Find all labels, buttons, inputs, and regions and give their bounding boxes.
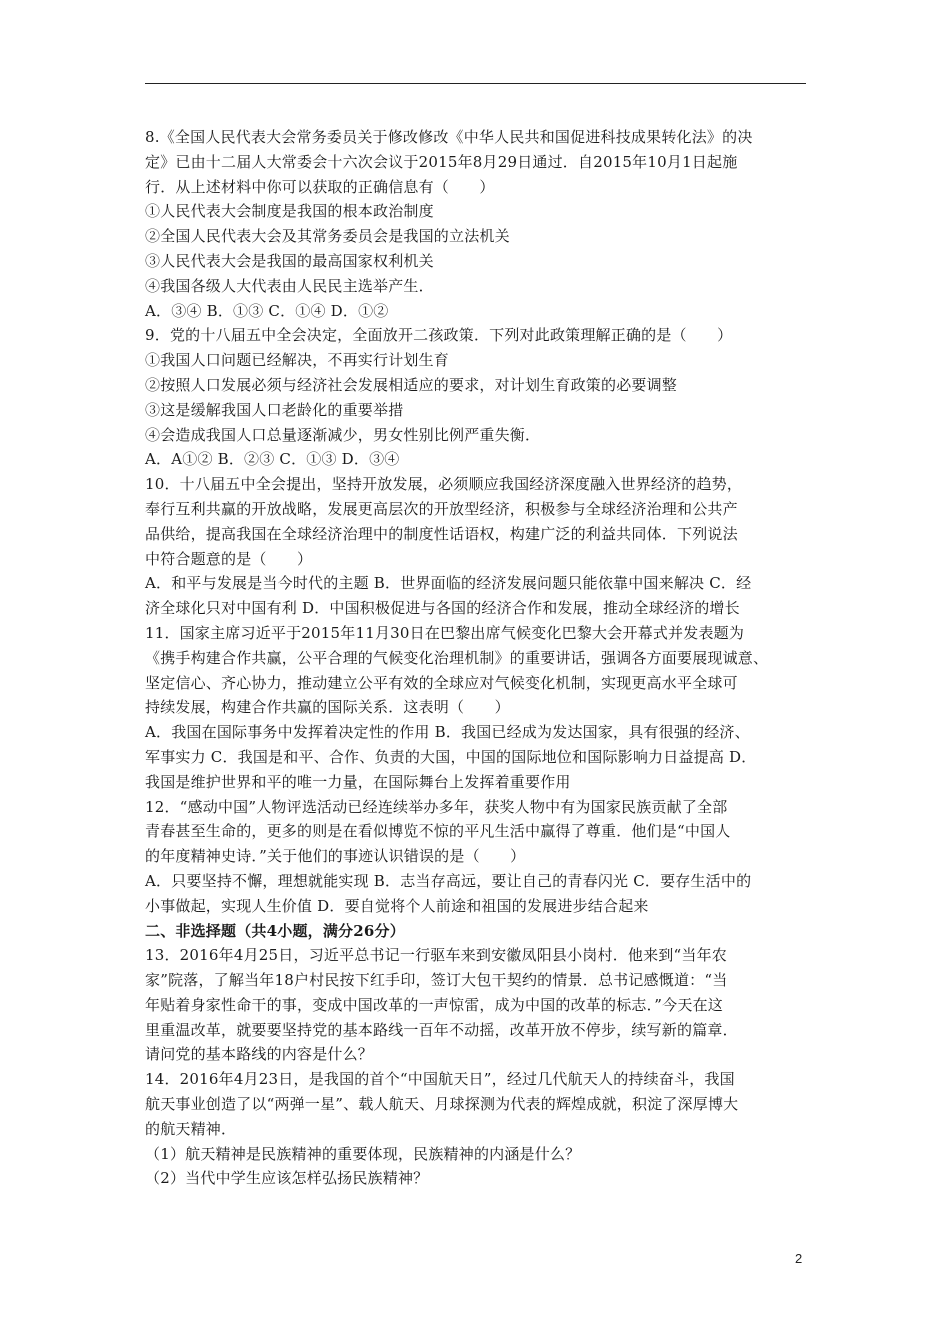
text-line: A．和平与发展是当今时代的主题 B．世界面临的经济发展问题只能依靠中国来解决 C．经: [145, 574, 752, 593]
text-line: 持续发展，构建合作共赢的国际关系．这表明（ ）: [145, 698, 510, 717]
text-line: 9．党的十八届五中全会决定，全面放开二孩政策．下列对此政策理解正确的是（ ）: [145, 326, 733, 345]
text-line: 里重温改革，就要要坚持党的基本路线一百年不动摇，改革开放不停步，续写新的篇章．: [145, 1020, 738, 1039]
text-line: 品供给，提高我国在全球经济治理中的制度性话语权，构建广泛的利益共同体．下列说法: [145, 524, 738, 543]
document-body: [145, 125, 825, 1191]
text-line: ①我国人口问题已经解决，不再实行计划生育: [145, 351, 450, 370]
text-line: 济全球化只对中国有利 D．中国积极促进与各国的经济合作和发展，推动全球经济的增长: [145, 599, 740, 618]
text-line: A．③④ B．①③ C．①④ D．①②: [145, 301, 389, 320]
text-line: 请问党的基本路线的内容是什么？: [145, 1045, 374, 1064]
text-line: 的航天精神．: [145, 1119, 237, 1138]
text-line: ③人民代表大会是我国的最高国家权利机关: [145, 251, 434, 270]
header-rule: [145, 83, 806, 84]
text-line: 13．2016年4月25日，习近平总书记一行驱车来到安徽凤阳县小岗村．他来到“当年农: [145, 946, 727, 965]
text-line: 青春甚至生命的，更多的则是在看似博览不惊的平凡生活中赢得了尊重．他们是“中国人: [145, 822, 731, 841]
text-line: （2）当代中学生应该怎样弘扬民族精神？: [145, 1169, 429, 1188]
text-line: A．A①② B．②③ C．①③ D．③④: [145, 450, 400, 469]
text-line: A．我国在国际事务中发挥着决定性的作用 B．我国已经成为发达国家，具有很强的经济、: [145, 723, 750, 742]
text-line: 行．从上述材料中你可以获取的正确信息有（ ）: [145, 177, 495, 196]
text-line: ③这是缓解我国人口老龄化的重要举措: [145, 400, 404, 419]
text-line: 定》已由十二届人大常委会十六次会议于2015年8月29日通过．自2015年10月1日起施: [145, 152, 738, 171]
text-line: 14．2016年4月23日，是我国的首个“中国航天日”，经过几代航天人的持续奋斗，我国: [145, 1070, 735, 1089]
text-line: 10．十八届五中全会提出，坚持开放发展，必须顺应我国经济深度融入世界经济的趋势，: [145, 475, 743, 494]
text-line: ①人民代表大会制度是我国的根本政治制度: [145, 202, 434, 221]
page-number: 2: [795, 1251, 803, 1266]
text-line: ④我国各级人大代表由人民民主选举产生．: [145, 276, 434, 295]
text-line: （1）航天精神是民族精神的重要体现，民族精神的内涵是什么？: [145, 1144, 581, 1163]
text-line: 12．“感动中国”人物评选活动已经连续举办多年，获奖人物中有为国家民族贡献了全部: [145, 797, 728, 816]
text-line: 11．国家主席习近平于2015年11月30日在巴黎出席气候变化巴黎大会开幕式并发表题为: [145, 623, 745, 642]
text-line: ④会造成我国人口总量逐渐减少，男女性别比例严重失衡．: [145, 425, 541, 444]
text-line: 我国是维护世界和平的唯一力量，在国际舞台上发挥着重要作用: [145, 772, 571, 791]
text-line: 奉行互利共赢的开放战略，发展更高层次的开放型经济，积极参与全球经济治理和公共产: [145, 499, 738, 518]
text-line: ②按照人口发展必须与经济社会发展相适应的要求，对计划生育政策的必要调整: [145, 375, 678, 394]
text-line: 坚定信心、齐心协力，推动建立公平有效的全球应对气候变化机制，实现更高水平全球可: [145, 673, 738, 692]
text-line: A．只要坚持不懈，理想就能实现 B．志当存高远，要让自己的青春闪光 C．要存生活中的: [145, 871, 752, 890]
text-line: 《携手构建合作共赢，公平合理的气候变化治理机制》的重要讲话，强调各方面要展现诚意、: [145, 648, 769, 667]
text-line: 的年度精神史诗．”关于他们的事迹认识错误的是（ ）: [145, 847, 526, 866]
text-line: 军事实力 C．我国是和平、合作、负责的大国，中国的国际地位和国际影响力日益提高 D．: [145, 747, 757, 766]
text-line: 航天事业创造了以“两弹一星”、载人航天、月球探测为代表的辉煌成就，积淀了深厚博大: [145, 1095, 739, 1114]
text-line: 中符合题意的是（ ）: [145, 549, 313, 568]
text-line: 家”院落，了解当年18户村民按下红手印，签订大包干契约的情景．总书记感慨道：“当: [145, 971, 728, 990]
section-heading: 二、非选择题（共4小题，满分26分）: [145, 921, 405, 940]
text-line: 8.《全国人民代表大会常务委员关于修改修改《中华人民共和国促进科技成果转化法》的决: [145, 128, 753, 146]
text-line: 年贴着身家性命干的事，变成中国改革的一声惊雷，成为中国的改革的标志．”今天在这: [145, 995, 723, 1014]
text-line: 小事做起，实现人生价值 D．要自觉将个人前途和祖国的发展进步结合起来: [145, 896, 649, 915]
text-line: ②全国人民代表大会及其常务委员会是我国的立法机关: [145, 227, 510, 246]
